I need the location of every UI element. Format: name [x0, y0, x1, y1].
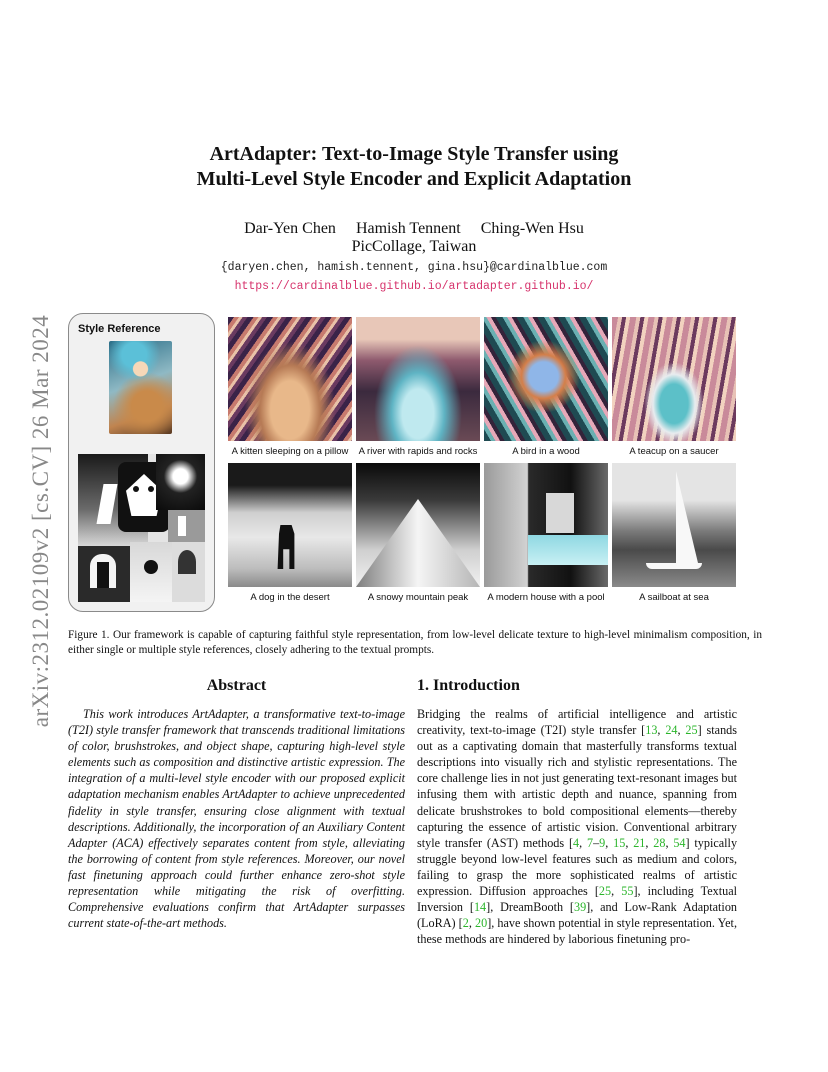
- abstract-heading: Abstract: [206, 677, 267, 694]
- project-url-link[interactable]: https://cardinalblue.github.io/artadapter.github.io/: [234, 280, 594, 293]
- citation-link[interactable]: 24: [665, 723, 678, 738]
- title-line-1: ArtAdapter: Text-to-Image Style Transfer using: [209, 143, 619, 165]
- intro-text-segment: ,: [645, 835, 654, 850]
- intro-text-segment: ,: [665, 835, 674, 850]
- abstract-text: This work introduces ArtAdapter, a transformative text-to-image (T2I) style transfer framework that transcends traditional limitations of color, brushstrokes, and object shape, capturing high-level style elements such as composition and distinctive artistic expression. The integration of a multi-level style encoder with our proposed explicit adaptation mechanism enables ArtAdapter to achieve unprecedented fidelity in style transfer, ensuring close alignment with textual descriptions. Additionally, the incorporation of an Auxiliary Content Adapter (ACA) effectively separates content from style, alleviating the borrowing of content from style references. Moreover, our novel fast finetuning approach could further enhance zero-shot style representation while mitigating the risk of overfitting. Comprehensive evaluations confirm that ArtAdapter surpasses current state-of-the-art methods.: [68, 707, 405, 931]
- intro-text-segment: ], including Textual Inversion [: [417, 884, 737, 915]
- caption-kitten: A kitten sleeping on a pillow: [231, 446, 349, 457]
- title-line-2: Multi-Level Style Encoder and Explicit Adaptation: [196, 168, 632, 190]
- intro-text-segment: Bridging the realms of artificial intelligence and artistic creativity, text-to-image (T2I) style transfer [: [417, 707, 737, 738]
- result-image-mountain: [356, 463, 480, 587]
- style-reference-image-portrait: [109, 341, 172, 434]
- intro-text-segment: ,: [657, 723, 666, 738]
- result-image-teacup: [612, 317, 736, 441]
- citation-link[interactable]: 54: [673, 835, 686, 850]
- citation-link[interactable]: 39: [573, 900, 587, 915]
- citation-link[interactable]: 25: [685, 723, 698, 738]
- figure-caption: Figure 1. Our framework is capable of capturing faithful style representation, from low-level delicate texture to high-level minimalism composition, in either single or multiple style references, closely adhering to the textual prompts.: [68, 629, 762, 656]
- intro-text-segment: ], DreamBooth [: [486, 900, 574, 915]
- citation-link[interactable]: 25: [598, 884, 612, 899]
- citation-link[interactable]: 4: [573, 835, 580, 850]
- arxiv-stamp: [21, 282, 61, 760]
- result-image-kitten: [228, 317, 352, 441]
- result-image-bird: [484, 317, 608, 441]
- introduction-heading: 1. Introduction: [417, 677, 520, 694]
- author-name: Dar-Yen Chen: [244, 220, 336, 237]
- citation-link[interactable]: 9: [599, 835, 606, 850]
- caption-river: A river with rapids and rocks: [358, 446, 478, 457]
- intro-text-segment: ], have shown potential in style representation. Yet, these methods are hindered by laborious finetuning pro-: [417, 916, 737, 947]
- citation-link[interactable]: 28: [653, 835, 666, 850]
- intro-text-segment: ,: [468, 916, 475, 931]
- author-list: [0, 218, 828, 239]
- intro-text-segment: ], and Low-Rank Adaptation (LoRA) [: [417, 900, 738, 931]
- intro-text-segment: ] stands out as a captivating domain that masterfully transforms textual descriptions into visually rich and stylistic representations. The core challenge lies in not just generating text-resonant images but infusing them with artistic depth and nuance, spanning from delicate brushstrokes to bold compositional elements—thereby capturing the essence of artistic vision. Conventional arbitrary style transfer (AST) methods [: [417, 723, 737, 850]
- intro-text-segment: ,: [605, 835, 614, 850]
- intro-text-segment: ,: [625, 835, 634, 850]
- affiliation: PicCollage, Taiwan: [351, 238, 477, 255]
- caption-dog: A dog in the desert: [250, 592, 330, 603]
- citation-link[interactable]: 2: [462, 916, 469, 931]
- arxiv-stamp-text: arXiv:2312.02109v2 [cs.CV] 26 Mar 2024: [28, 314, 53, 728]
- intro-text-segment: ,: [611, 884, 622, 899]
- citation-link[interactable]: 20: [475, 916, 488, 931]
- citation-link[interactable]: 21: [633, 835, 646, 850]
- caption-bird: A bird in a wood: [512, 446, 580, 457]
- author-name: Hamish Tennent: [355, 220, 461, 237]
- intro-text-segment: ,: [579, 835, 587, 850]
- caption-mountain: A snowy mountain peak: [367, 592, 469, 603]
- caption-sailboat: A sailboat at sea: [639, 592, 709, 603]
- result-image-river: [356, 317, 480, 441]
- style-reference-panel: [68, 313, 215, 612]
- citation-link[interactable]: 13: [645, 723, 658, 738]
- caption-house: A modern house with a pool: [487, 592, 605, 603]
- intro-text-segment: ] typically struggle beyond low-level features such as medium and colors, failing to grasp the more sophisticated realms of artistic expression. Diffusion approaches [: [417, 835, 738, 899]
- citation-link[interactable]: 15: [613, 835, 626, 850]
- author-name: Ching-Wen Hsu: [480, 220, 584, 237]
- result-image-dog: [228, 463, 352, 587]
- style-reference-collage: [78, 454, 205, 602]
- caption-teacup: A teacup on a saucer: [629, 446, 719, 457]
- citation-link[interactable]: 7: [586, 835, 594, 850]
- paper-title: [0, 142, 828, 192]
- result-image-house: [484, 463, 608, 587]
- author-emails: {daryen.chen, hamish.tennent, gina.hsu}@cardinalblue.com: [220, 261, 608, 274]
- intro-text-segment: –: [593, 835, 600, 850]
- introduction-text: [417, 706, 737, 947]
- citation-link[interactable]: 14: [473, 900, 487, 915]
- intro-text-segment: ,: [677, 723, 686, 738]
- result-image-sailboat: [612, 463, 736, 587]
- style-reference-label: Style Reference: [78, 323, 161, 335]
- citation-link[interactable]: 55: [621, 884, 634, 899]
